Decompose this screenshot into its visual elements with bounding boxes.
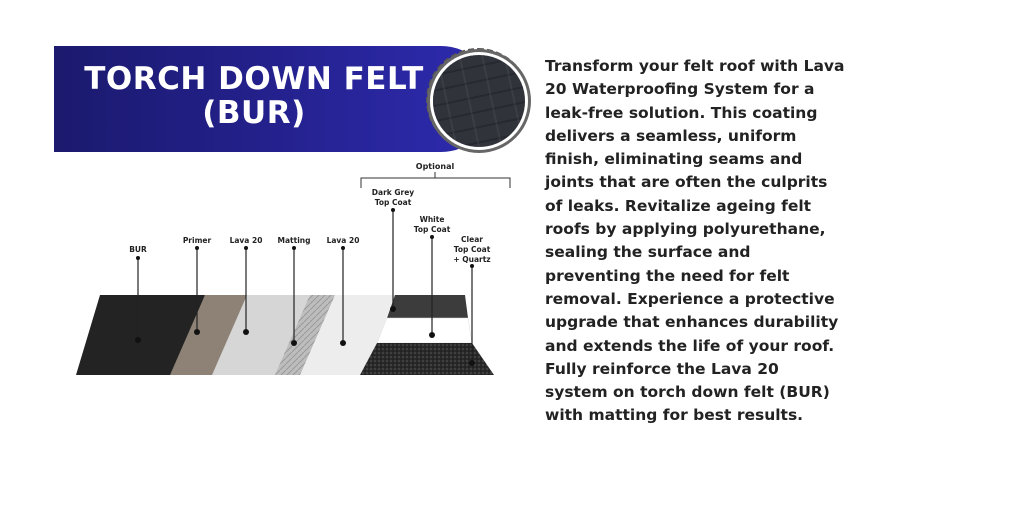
dot-primer-top — [195, 246, 199, 250]
dot-white-top — [430, 235, 434, 239]
label-clear-line1: Clear — [461, 235, 483, 244]
dot-dark-grey-top — [391, 208, 395, 212]
label-white-line2: Top Coat — [413, 225, 451, 234]
label-primer: Primer — [182, 236, 212, 245]
title-line-1: TORCH DOWN FELT — [84, 61, 424, 97]
description-text: Transform your felt roof with Lava 20 Waterproofing System for a leak-free solution. This coating delivers a seamless, uniform finish, eliminating seams and joints that are often the culprits of leaks. Revitalize ageing felt roofs by applying polyurethane, sealing the surface and preventing the need for felt removal. Experience a protective upgrade that enhances durability and extends the life of your roof. Fully reinforce the Lava 20 system on torch down felt (BUR) with matting for best results. — [545, 57, 845, 425]
dot-white — [429, 332, 435, 338]
dot-clear — [469, 360, 475, 366]
label-clear-line3: + Quartz — [453, 255, 491, 264]
title-line-2: (BUR) — [202, 95, 306, 131]
layer-clear-top-coat-quartz — [360, 343, 494, 375]
dot-lava20-second — [340, 340, 346, 346]
dot-bur-top — [136, 256, 140, 260]
label-white-line1: White — [419, 215, 445, 224]
optional-label: Optional — [415, 162, 455, 171]
dot-lava20-first — [243, 329, 249, 335]
dot-dark-grey — [390, 306, 396, 312]
layer-white-top-coat — [377, 318, 472, 343]
label-dark-grey-line2: Top Coat — [374, 198, 412, 207]
felt-roof-thumbnail — [433, 55, 525, 147]
dot-lava20-second-top — [341, 246, 345, 250]
label-lava20-second: Lava 20 — [326, 236, 360, 245]
dot-matting-top — [292, 246, 296, 250]
label-lava20-first: Lava 20 — [229, 236, 263, 245]
dot-bur — [135, 337, 141, 343]
label-bur: BUR — [129, 245, 147, 254]
layer-dark-grey-top-coat — [387, 295, 468, 318]
page-title — [54, 62, 454, 130]
optional-bracket — [361, 172, 510, 188]
layer-diagram — [70, 160, 530, 380]
label-clear-line2: Top Coat — [453, 245, 491, 254]
dot-primer — [194, 329, 200, 335]
dot-matting — [291, 340, 297, 346]
dot-lava20-first-top — [244, 246, 248, 250]
label-matting: Matting — [277, 236, 311, 245]
dot-clear-top — [470, 264, 474, 268]
label-dark-grey-line1: Dark Grey — [371, 188, 415, 197]
